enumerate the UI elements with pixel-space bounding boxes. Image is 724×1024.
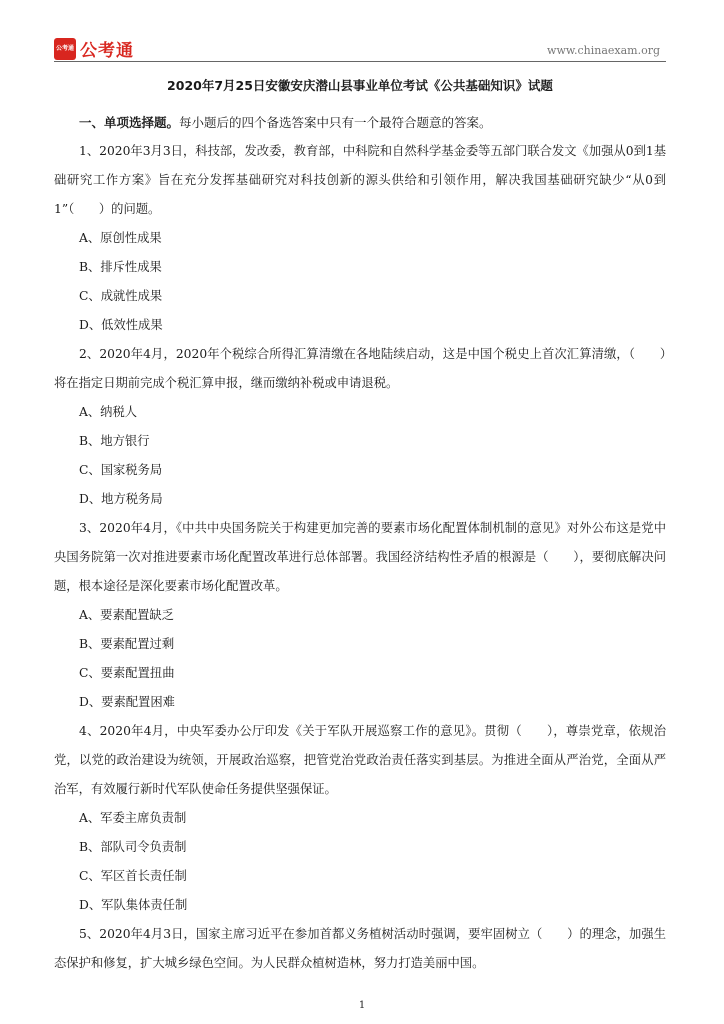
question-option: C、国家税务局 bbox=[79, 463, 163, 477]
page-header bbox=[54, 34, 666, 62]
section-heading bbox=[54, 108, 666, 137]
question-stem: 1、2020年3月3日，科技部，发改委，教育部，中科院和自然科学基金委等五部门联合发文《加强从0到1基础研究工作方案》旨在充分发挥基础研究对科技创新的源头供给和引领作用，解决我国基础研究缺少“从0到1”（ ）的问题。 bbox=[54, 144, 666, 216]
question-option: D、要素配置困难 bbox=[79, 695, 175, 709]
question-stem: 3、2020年4月，《中共中央国务院关于构建更加完善的要素市场化配置体制机制的意见》对外公布这是党中央国务院第一次对推进要素市场化配置改革进行总体部署。我国经济结构性矛盾的根源是（ ），要彻底解决问题，根本途径是深化要素市场化配置改革。 bbox=[54, 521, 666, 593]
question-option: B、要素配置过剩 bbox=[79, 637, 175, 651]
document-body bbox=[54, 76, 666, 978]
logo-badge-icon: 公考通 bbox=[54, 38, 76, 60]
question-stem: 4、2020年4月，中央军委办公厅印发《关于军队开展巡察工作的意见》。贯彻（ ），尊崇党章，依规治党，以党的政治建设为统领，开展政治巡察，把管党治党政治责任落实到基层。为推进全面从严治党，全面从严治军，有效履行新时代军队使命任务提供坚强保证。 bbox=[54, 724, 666, 796]
question-option: D、地方税务局 bbox=[79, 492, 163, 506]
question-option: A、原创性成果 bbox=[79, 231, 162, 245]
logo bbox=[54, 36, 134, 61]
document-title: 2020年7月25日安徽安庆潜山县事业单位考试《公共基础知识》试题 bbox=[167, 78, 553, 93]
section-description: 每小题后的四个备选答案中只有一个最符合题意的答案。 bbox=[179, 115, 492, 130]
question-option: A、军委主席负责制 bbox=[79, 811, 187, 825]
question-option: D、军队集体责任制 bbox=[79, 898, 188, 912]
question-stem: 5、2020年4月3日，国家主席习近平在参加首都义务植树活动时强调，要牢固树立（ ）的理念，加强生态保护和修复，扩大城乡绿色空间。为人民群众植树造林，努力打造美丽中国。 bbox=[54, 927, 666, 970]
question-option: B、地方银行 bbox=[79, 434, 150, 448]
question-option: C、要素配置扭曲 bbox=[79, 666, 175, 680]
question-option: A、要素配置缺乏 bbox=[79, 608, 174, 622]
logo-text: 公考通 bbox=[80, 41, 134, 61]
question-option: C、军区首长责任制 bbox=[79, 869, 187, 883]
page-number: 1 bbox=[358, 1000, 366, 1011]
question-option: B、排斥性成果 bbox=[79, 260, 162, 274]
question-stem: 2、2020年4月，2020年个税综合所得汇算清缴在各地陆续启动，这是中国个税史上首次汇算清缴，（ ）将在指定日期前完成个税汇算申报，继而缴纳补税或申请退税。 bbox=[54, 347, 666, 390]
section-label: 一、单项选择题。 bbox=[79, 115, 180, 130]
header-divider bbox=[54, 61, 666, 62]
question-option: B、部队司令负责制 bbox=[79, 840, 187, 854]
site-url[interactable]: www.chinaexam.org bbox=[547, 44, 660, 57]
question-option: A、纳税人 bbox=[79, 405, 138, 419]
question-option: C、成就性成果 bbox=[79, 289, 163, 303]
question-option: D、低效性成果 bbox=[79, 318, 163, 332]
